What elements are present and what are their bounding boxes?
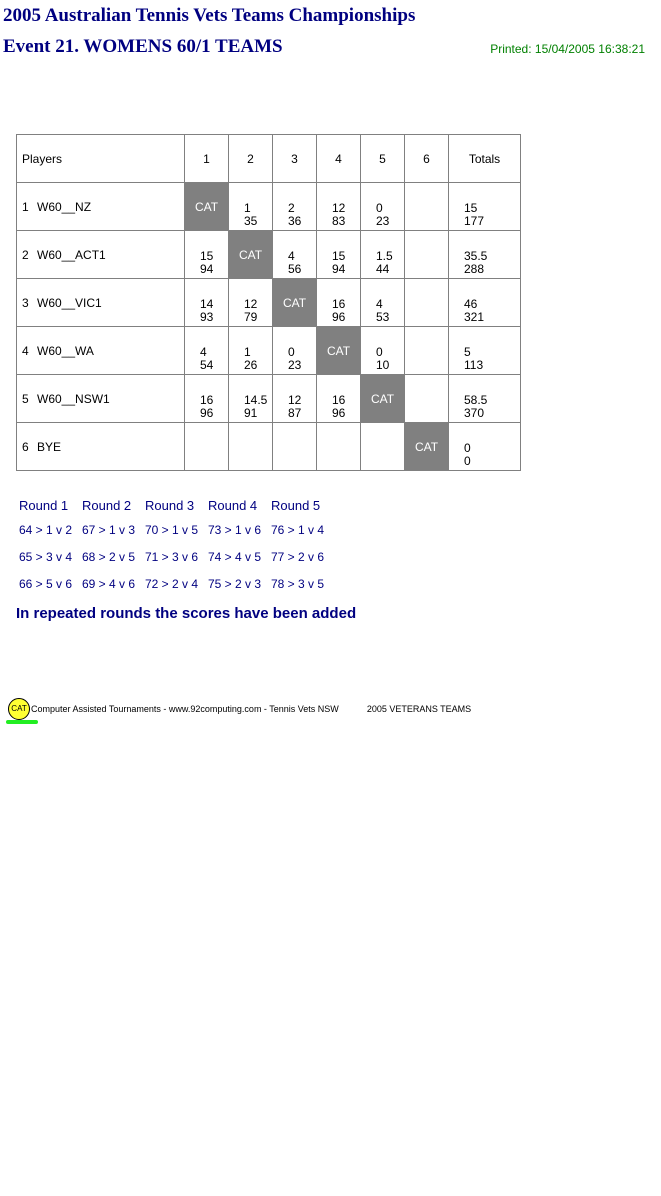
- cat-label: CAT: [282, 296, 307, 310]
- round-match: 64 > 1 v 2: [19, 523, 73, 537]
- footer-event-name: 2005 VETERANS TEAMS: [366, 704, 472, 714]
- round-header: Round 3: [145, 498, 195, 513]
- games-won: 44: [376, 262, 390, 276]
- cat-label: CAT: [238, 248, 263, 262]
- games-won: 35: [244, 214, 258, 228]
- cat-label: CAT: [370, 392, 395, 406]
- event-title: Event 21. WOMENS 60/1 TEAMS: [3, 36, 283, 57]
- games-won: 26: [244, 358, 258, 372]
- round-match: 73 > 1 v 6: [208, 523, 262, 537]
- team-cell: [17, 231, 185, 279]
- games-won: 54: [200, 358, 214, 372]
- total-rubbers: 15: [464, 201, 478, 215]
- rubbers-won: 0: [288, 345, 295, 359]
- team-number: 5: [22, 391, 29, 406]
- total-cell: [449, 231, 521, 279]
- team-row: [17, 231, 521, 279]
- team-name: W60__ACT1: [37, 247, 106, 262]
- team-cell: [17, 279, 185, 327]
- rubbers-won: 14.5: [244, 393, 268, 407]
- self-match-cell: [273, 279, 317, 327]
- rubbers-won: 16: [200, 393, 214, 407]
- score-cell: [229, 279, 273, 327]
- header-col-5: 5: [361, 135, 405, 183]
- team-number: 1: [22, 199, 29, 214]
- total-rubbers: 46: [464, 297, 478, 311]
- score-cell: [273, 327, 317, 375]
- games-won: 53: [376, 310, 390, 324]
- self-match-cell: [185, 183, 229, 231]
- total-cell: [449, 375, 521, 423]
- score-cell: [405, 327, 449, 375]
- games-won: 23: [288, 358, 302, 372]
- round-header: Round 1: [19, 498, 69, 513]
- score-cell: [317, 423, 361, 471]
- self-match-cell: [405, 423, 449, 471]
- rounds-schedule: [19, 498, 334, 604]
- score-cell: [361, 183, 405, 231]
- total-cell: [449, 279, 521, 327]
- round-match: 75 > 2 v 3: [208, 577, 262, 591]
- round-match: 69 > 4 v 6: [82, 577, 136, 591]
- games-won: 96: [332, 310, 346, 324]
- rubbers-won: 0: [376, 201, 383, 215]
- total-games: 288: [464, 262, 485, 276]
- score-cell: [229, 375, 273, 423]
- score-cell: [405, 279, 449, 327]
- round-match: 74 > 4 v 5: [208, 550, 262, 564]
- rubbers-won: 4: [288, 249, 295, 263]
- rubbers-won: 0: [376, 345, 383, 359]
- header-col-6: 6: [405, 135, 449, 183]
- cat-logo-icon: [8, 698, 30, 720]
- team-row: [17, 375, 521, 423]
- score-cell: [273, 423, 317, 471]
- round-header: Round 5: [271, 498, 321, 513]
- score-cell: [405, 231, 449, 279]
- score-cell: [229, 183, 273, 231]
- team-name: W60__VIC1: [37, 295, 102, 310]
- round-match: 78 > 3 v 5: [271, 577, 325, 591]
- round-match: 67 > 1 v 3: [82, 523, 136, 537]
- rubbers-won: 1: [244, 345, 251, 359]
- games-won: 94: [332, 262, 346, 276]
- rubbers-won: 16: [332, 393, 346, 407]
- total-cell: [449, 423, 521, 471]
- score-cell: [273, 231, 317, 279]
- games-won: 10: [376, 358, 390, 372]
- rubbers-won: 4: [376, 297, 383, 311]
- cat-label: CAT: [326, 344, 351, 358]
- team-cell: [17, 327, 185, 375]
- score-cell: [185, 423, 229, 471]
- score-cell: [317, 375, 361, 423]
- score-cell: [317, 231, 361, 279]
- rubbers-won: 15: [200, 249, 214, 263]
- round-match: 66 > 5 v 6: [19, 577, 73, 591]
- header-col-3: 3: [273, 135, 317, 183]
- team-cell: [17, 423, 185, 471]
- team-row: [17, 423, 521, 471]
- score-cell: [361, 423, 405, 471]
- score-cell: [361, 279, 405, 327]
- self-match-cell: [317, 327, 361, 375]
- games-won: 91: [244, 406, 258, 420]
- printed-timestamp: Printed: 15/04/2005 16:38:21: [490, 42, 645, 56]
- games-won: 23: [376, 214, 390, 228]
- rubbers-won: 12: [288, 393, 302, 407]
- total-games: 113: [464, 358, 484, 372]
- total-rubbers: 5: [464, 345, 471, 359]
- rubbers-won: 2: [288, 201, 295, 215]
- team-row: [17, 279, 521, 327]
- games-won: 56: [288, 262, 302, 276]
- rubbers-won: 1.5: [376, 249, 393, 263]
- team-name: BYE: [37, 439, 62, 454]
- team-number: 4: [22, 343, 29, 358]
- total-rubbers: 0: [464, 441, 471, 455]
- games-won: 96: [200, 406, 214, 420]
- repeated-rounds-note: In repeated rounds the scores have been added: [16, 605, 357, 622]
- score-cell: [229, 327, 273, 375]
- score-cell: [185, 327, 229, 375]
- total-rubbers: 58.5: [464, 393, 488, 407]
- score-cell: [273, 375, 317, 423]
- round-match: 70 > 1 v 5: [145, 523, 199, 537]
- total-games: 177: [464, 214, 485, 228]
- score-cell: [405, 183, 449, 231]
- results-grid: [16, 134, 521, 471]
- round-header: Round 2: [82, 498, 132, 513]
- team-name: W60__NZ: [37, 199, 92, 214]
- cat-label: CAT: [194, 200, 219, 214]
- team-number: 3: [22, 295, 29, 310]
- total-games: 0: [464, 454, 471, 468]
- games-won: 83: [332, 214, 346, 228]
- self-match-cell: [229, 231, 273, 279]
- header-col-1: 1: [185, 135, 229, 183]
- footer-credits: Computer Assisted Tournaments - www.92computing.com - Tennis Vets NSW: [31, 704, 339, 714]
- rubbers-won: 1: [244, 201, 251, 215]
- score-cell: [361, 231, 405, 279]
- round-match: 76 > 1 v 4: [271, 523, 325, 537]
- score-cell: [185, 279, 229, 327]
- team-cell: [17, 375, 185, 423]
- games-won: 96: [332, 406, 346, 420]
- team-number: 6: [22, 439, 29, 454]
- header-col-2: 2: [229, 135, 273, 183]
- cat-label: CAT: [414, 440, 439, 454]
- games-won: 36: [288, 214, 302, 228]
- score-cell: [405, 375, 449, 423]
- logo-underline: [6, 720, 38, 724]
- total-games: 370: [464, 406, 485, 420]
- score-cell: [185, 231, 229, 279]
- header-col-4: 4: [317, 135, 361, 183]
- team-name: W60__NSW1: [37, 391, 110, 406]
- round-header: Round 4: [208, 498, 258, 513]
- score-cell: [229, 423, 273, 471]
- header-players: Players: [17, 135, 185, 183]
- score-cell: [361, 327, 405, 375]
- cat-logo-text: CAT: [8, 698, 30, 720]
- round-match: 65 > 3 v 4: [19, 550, 73, 564]
- footer: [8, 698, 471, 720]
- rubbers-won: 4: [200, 345, 207, 359]
- total-games: 321: [464, 310, 485, 324]
- games-won: 79: [244, 310, 258, 324]
- rubbers-won: 12: [332, 201, 346, 215]
- header-totals: Totals: [449, 135, 521, 183]
- team-number: 2: [22, 247, 29, 262]
- team-cell: [17, 183, 185, 231]
- score-cell: [273, 183, 317, 231]
- round-match: 68 > 2 v 5: [82, 550, 136, 564]
- score-cell: [317, 279, 361, 327]
- total-cell: [449, 327, 521, 375]
- round-match: 77 > 2 v 6: [271, 550, 325, 564]
- games-won: 87: [288, 406, 302, 420]
- team-row: [17, 327, 521, 375]
- championship-title: 2005 Australian Tennis Vets Teams Championships: [3, 5, 416, 26]
- round-match: 71 > 3 v 6: [145, 550, 199, 564]
- rubbers-won: 12: [244, 297, 258, 311]
- rubbers-won: 16: [332, 297, 346, 311]
- rubbers-won: 15: [332, 249, 346, 263]
- games-won: 94: [200, 262, 214, 276]
- team-name: W60__WA: [37, 343, 94, 358]
- rubbers-won: 14: [200, 297, 214, 311]
- total-cell: [449, 183, 521, 231]
- self-match-cell: [361, 375, 405, 423]
- score-cell: [317, 183, 361, 231]
- round-match: 72 > 2 v 4: [145, 577, 199, 591]
- score-cell: [185, 375, 229, 423]
- games-won: 93: [200, 310, 214, 324]
- total-rubbers: 35.5: [464, 249, 488, 263]
- team-row: [17, 183, 521, 231]
